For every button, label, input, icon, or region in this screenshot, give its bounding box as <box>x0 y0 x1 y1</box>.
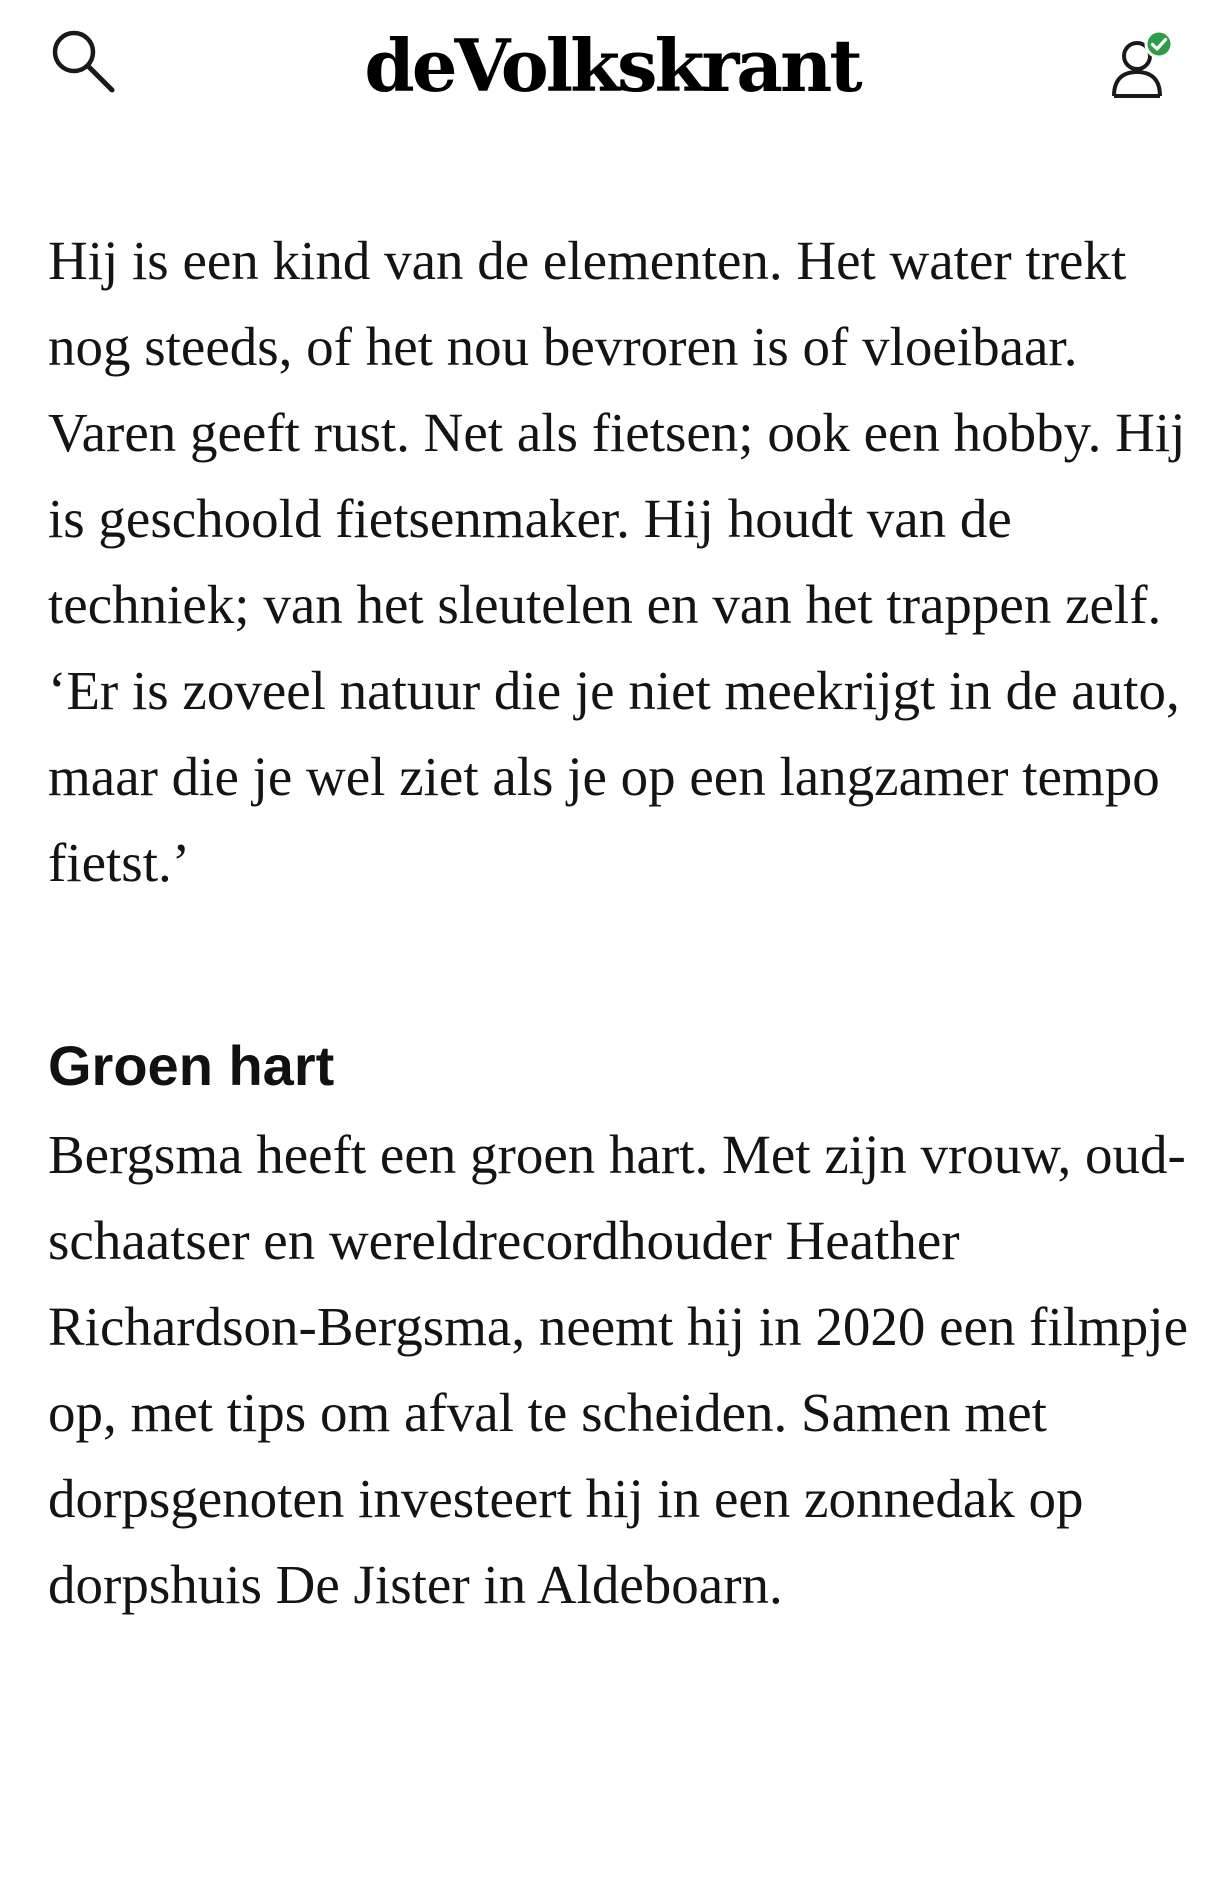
top-navigation-bar <box>0 0 1224 130</box>
account-button[interactable] <box>1106 30 1176 100</box>
article-paragraph: Bergsma heeft een groen hart. Met zijn vrouw, oud-schaatser en wereldrecordhouder Heather Richardson-Bergsma, neemt hij in 2020 een filmpje op, met tips om afval te scheiden. Samen met dorpsgenoten investeert hij in een zonnedak op dorpshuis De Jister in Aldeboarn. <box>48 1124 1188 1615</box>
section-heading: Groen hart <box>48 1034 335 1097</box>
article-paragraph: Hij is een kind van de elementen. Het water trekt nog steeds, of het nou bevroren is of vloeibaar. Varen geeft rust. Net als fietsen; ook een hobby. Hij is geschoold fietsenmaker. Hij houdt van de techniek; van het sleutelen en van het trappen zelf. ‘Er is zoveel natuur die je niet meekrijgt in de auto, maar die je wel ziet als je op een langzamer tempo fietst.’ <box>48 230 1186 893</box>
article-body <box>48 218 1188 1628</box>
brand-logo[interactable]: deVolkskrant <box>364 23 860 108</box>
verified-badge-icon <box>1146 31 1172 57</box>
user-account-icon <box>1106 30 1176 100</box>
